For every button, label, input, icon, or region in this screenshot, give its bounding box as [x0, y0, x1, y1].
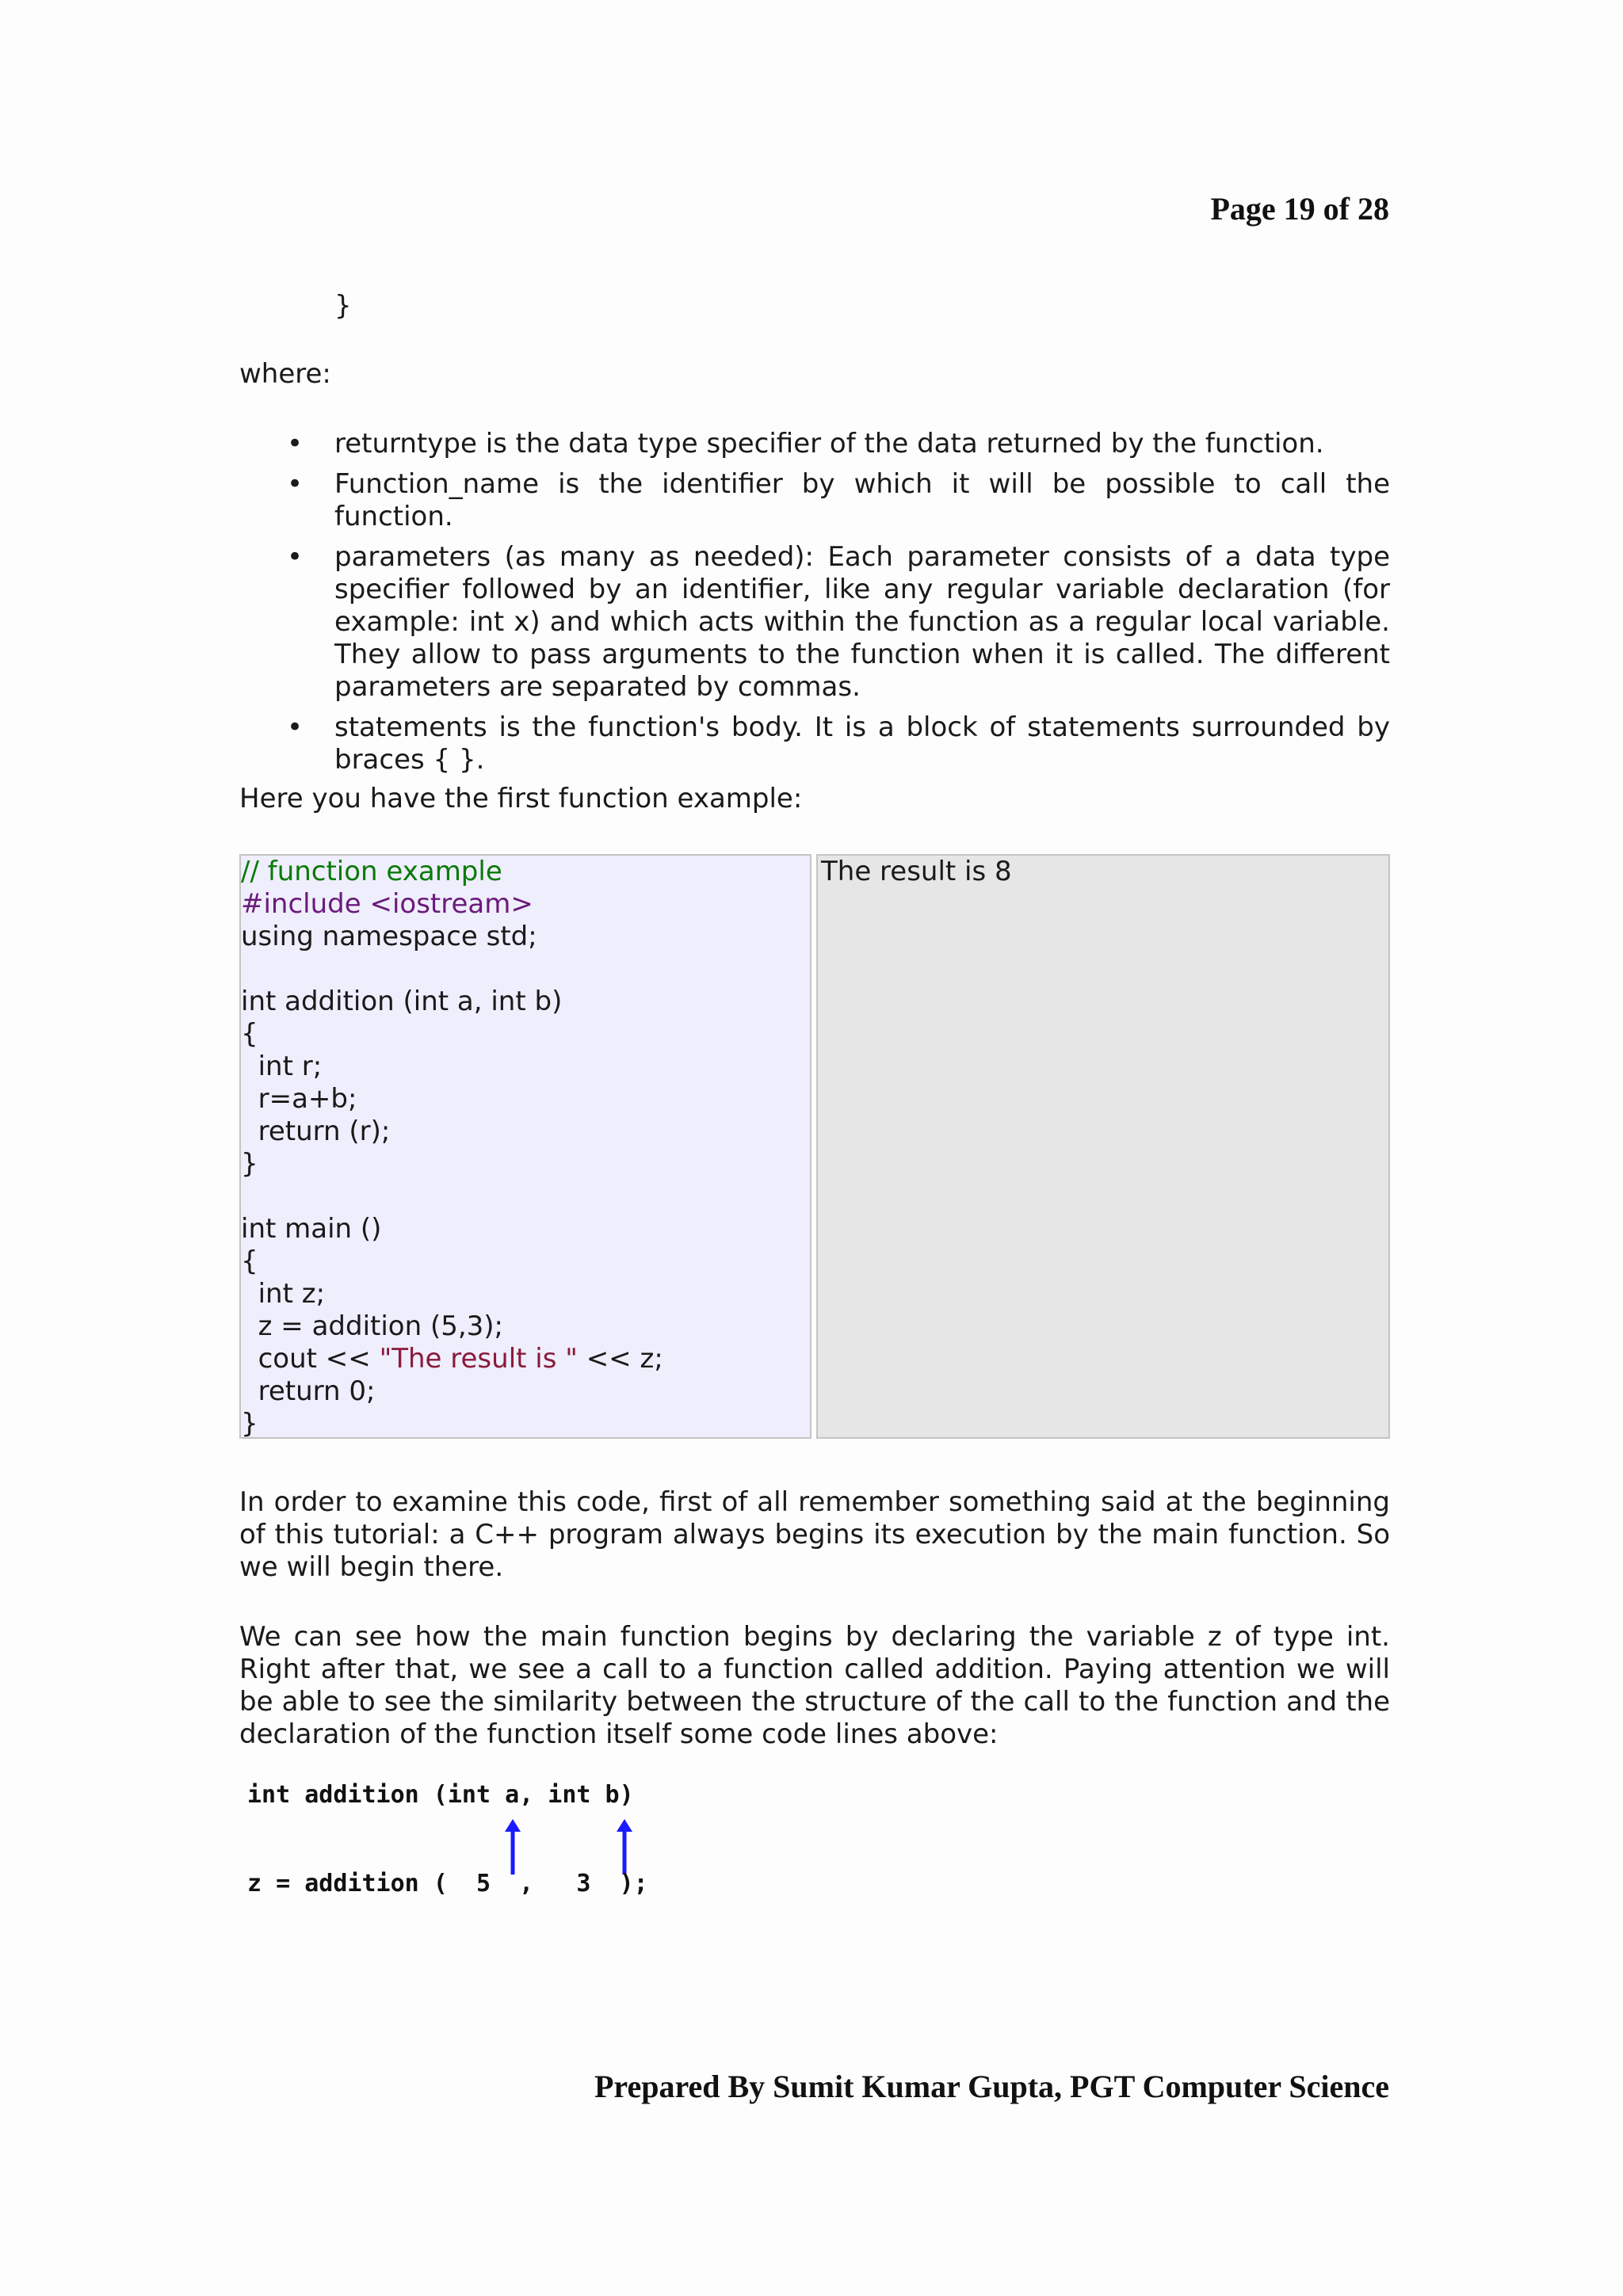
- code-line: using namespace std;: [241, 921, 537, 952]
- bullet-marker: •: [287, 711, 304, 743]
- bullet-text: returntype is the data type specifier of the data returned by the function.: [334, 428, 1324, 460]
- call-line: z = addition ( 5 , 3 );: [247, 1870, 648, 1897]
- declaration-line: int addition (int a, int b): [247, 1781, 634, 1809]
- code-line: int r;: [241, 1051, 323, 1082]
- code-line: cout << "The result is " << z;: [241, 1343, 663, 1375]
- closing-brace: }: [334, 290, 352, 322]
- bullet-marker: •: [287, 428, 304, 460]
- code-line: }: [241, 1148, 258, 1180]
- code-line: int addition (int a, int b): [241, 986, 563, 1017]
- intro-text: Here you have the first function example:: [239, 783, 803, 814]
- code-line: #include <iostream>: [241, 888, 533, 920]
- paragraph-explanation: In order to examine this code, first of all remember something said at the beginning of this tutorial: a C++ program always begins its execution by the main function. So we will begin there.: [239, 1486, 1390, 1583]
- list-item: [239, 428, 1390, 460]
- code-line: int main (): [241, 1213, 382, 1245]
- arrow-up-icon: [505, 1819, 521, 1875]
- output-box: [816, 854, 1390, 1439]
- list-item: [239, 541, 1390, 704]
- bullet-text: statements is the function's body. It is a block of statements surrounded by braces { }.: [334, 711, 1390, 776]
- where-label: where:: [239, 358, 331, 390]
- arrow-up-icon: [617, 1819, 632, 1875]
- bullet-text: Function_name is the identifier by which it will be possible to call the function.: [334, 468, 1390, 532]
- code-line: [241, 953, 810, 986]
- code-line: z = addition (5,3);: [241, 1310, 504, 1342]
- code-line: int z;: [241, 1278, 326, 1310]
- code-line: r=a+b;: [241, 1083, 357, 1115]
- code-listing: [241, 856, 810, 1440]
- output-text: The result is 8: [821, 856, 1012, 887]
- bullet-marker: •: [287, 541, 304, 573]
- page-number: Page 19 of 28: [1210, 191, 1389, 227]
- code-line: {: [241, 1245, 258, 1277]
- footer-credit: Prepared By Sumit Kumar Gupta, PGT Computer Science: [594, 2069, 1389, 2104]
- paragraph-comparison: We can see how the main function begins by declaring the variable z of type int. Right after that, we see a call to a function called addition. Paying attention we will be able to see the similarity between the structure of the call to the function and the declaration of the function itself some code lines above:: [239, 1621, 1390, 1750]
- list-item: [239, 711, 1390, 776]
- bullet-marker: •: [287, 468, 304, 500]
- definition-list: [239, 428, 1390, 784]
- list-item: [239, 468, 1390, 533]
- bullet-text: parameters (as many as needed): Each parameter consists of a data type specifier followed by an identifier, like any regular variable declaration (for example: int x) and which acts within the function as a regular local variable. They allow to pass arguments to the function when it is called. The different parameters are separated by commas.: [334, 541, 1390, 703]
- code-line: return 0;: [241, 1375, 376, 1407]
- code-example-box: [239, 854, 812, 1439]
- code-line: return (r);: [241, 1116, 391, 1147]
- code-line: [241, 1180, 810, 1213]
- code-line: {: [241, 1018, 258, 1050]
- code-line: }: [241, 1408, 258, 1440]
- code-line: // function example: [241, 856, 502, 887]
